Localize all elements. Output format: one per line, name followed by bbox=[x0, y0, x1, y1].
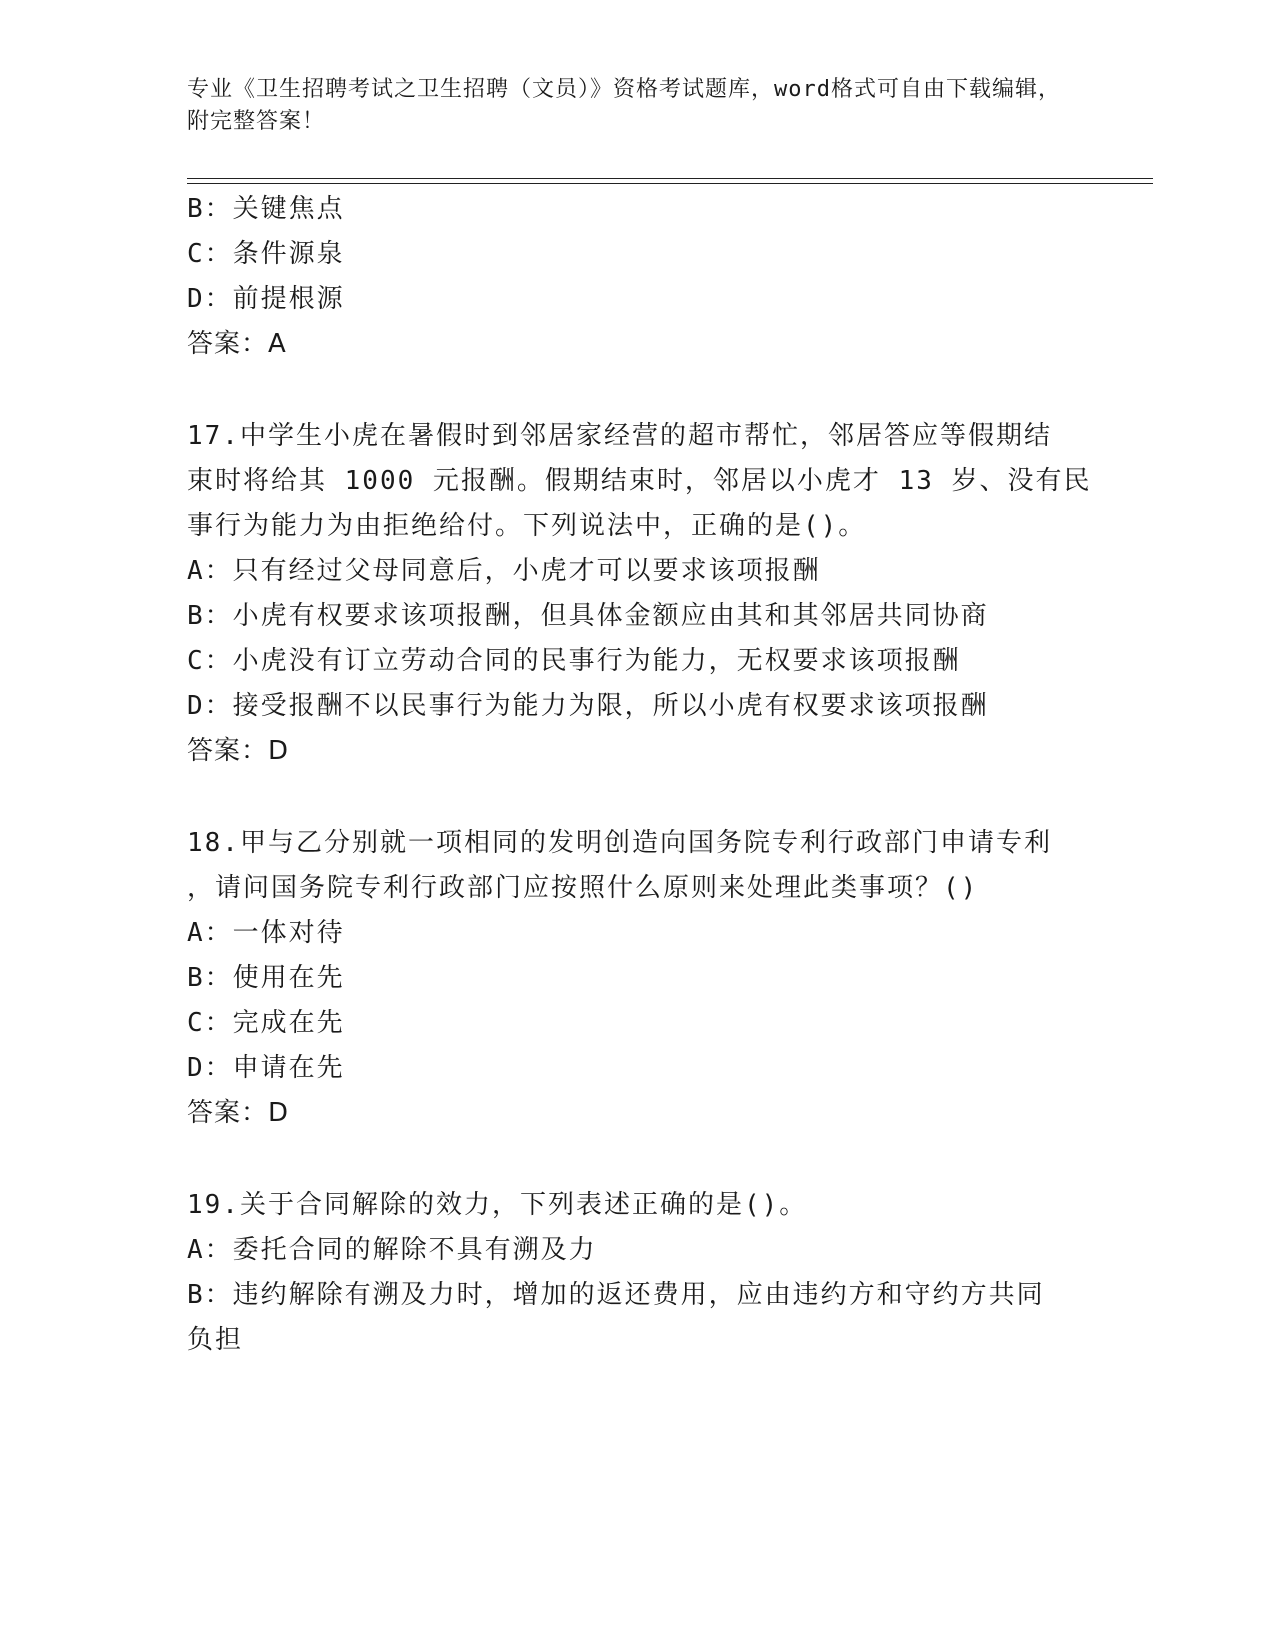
header-rule-bottom bbox=[187, 183, 1153, 184]
option-b: B：关键焦点 bbox=[187, 194, 345, 224]
header-rule-top bbox=[187, 178, 1153, 179]
question-text-line: 18.甲与乙分别就一项相同的发明创造向国务院专利行政部门申请专利 bbox=[187, 828, 1052, 858]
question-17 bbox=[187, 414, 1092, 774]
answer-line: 答案：A bbox=[187, 329, 287, 359]
option-c: C：小虎没有订立劳动合同的民事行为能力，无权要求该项报酬 bbox=[187, 646, 961, 676]
option-c: C：完成在先 bbox=[187, 1008, 345, 1038]
option-b: B：使用在先 bbox=[187, 963, 345, 993]
option-c: C：条件源泉 bbox=[187, 239, 345, 269]
spacer bbox=[187, 774, 1067, 821]
spacer bbox=[187, 1136, 1067, 1183]
header-title: 专业《卫生招聘考试之卫生招聘（文员）》资格考试题库，word格式可自由下载编辑，附完整答案！ bbox=[187, 77, 1061, 134]
question-text-line: 束时将给其 1000 元报酬。假期结束时，邻居以小虎才 13 岁、没有民 bbox=[187, 466, 1092, 496]
question-text-line: 17.中学生小虎在暑假时到邻居家经营的超市帮忙，邻居答应等假期结 bbox=[187, 421, 1052, 451]
option-b: B：违约解除有溯及力时，增加的返还费用，应由违约方和守约方共同 bbox=[187, 1280, 1045, 1310]
question-text-line: 19.关于合同解除的效力，下列表述正确的是()。 bbox=[187, 1190, 808, 1220]
option-d: D：接受报酬不以民事行为能力为限，所以小虎有权要求该项报酬 bbox=[187, 691, 989, 721]
document-header bbox=[187, 74, 1067, 138]
question-16-tail bbox=[187, 187, 1067, 367]
question-text-line: ，请问国务院专利行政部门应按照什么原则来处理此类事项？() bbox=[187, 873, 979, 903]
option-a: A：只有经过父母同意后，小虎才可以要求该项报酬 bbox=[187, 556, 821, 586]
option-a: A：委托合同的解除不具有溯及力 bbox=[187, 1235, 597, 1265]
question-text-line: 事行为能力为由拒绝给付。下列说法中，正确的是()。 bbox=[187, 511, 867, 541]
option-d: D：申请在先 bbox=[187, 1053, 345, 1083]
document-body bbox=[187, 187, 1092, 1363]
answer-line: 答案：D bbox=[187, 736, 290, 766]
option-b-continued: 负担 bbox=[187, 1325, 244, 1355]
question-18 bbox=[187, 821, 1067, 1136]
option-b: B：小虎有权要求该项报酬，但具体金额应由其和其邻居共同协商 bbox=[187, 601, 989, 631]
option-d: D：前提根源 bbox=[187, 284, 345, 314]
answer-line: 答案：D bbox=[187, 1098, 290, 1128]
question-19 bbox=[187, 1183, 1067, 1363]
option-a: A：一体对待 bbox=[187, 918, 345, 948]
spacer bbox=[187, 367, 1067, 414]
